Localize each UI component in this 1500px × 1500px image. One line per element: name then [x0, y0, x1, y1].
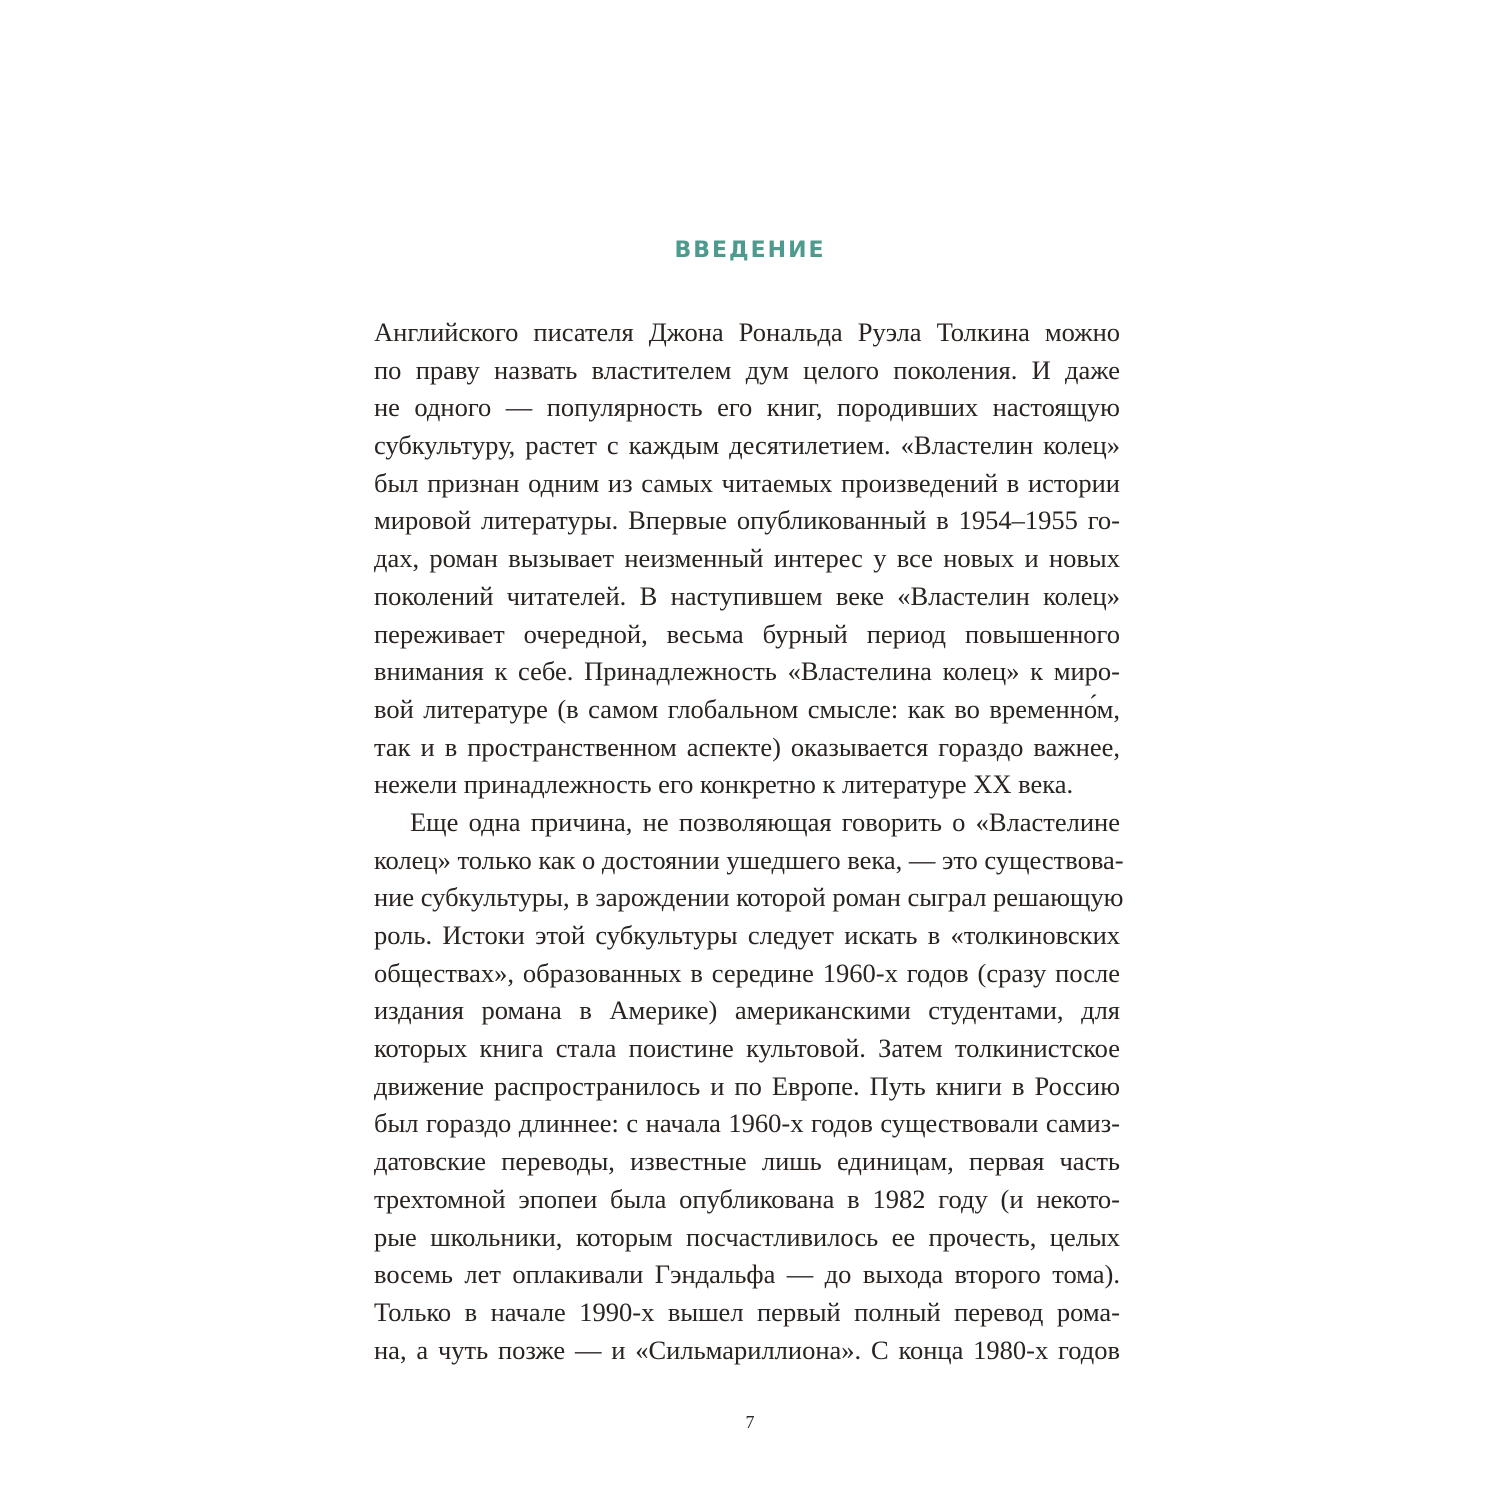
text-line: внимания к себе. Принадлежность «Властелина колец» к миро- — [374, 656, 1120, 687]
text-line: по праву назвать властителем дум целого поколения. И даже — [374, 354, 1120, 385]
text-line: дах, роман вызывает неизменный интерес у все новых и новых — [374, 543, 1120, 574]
text-line: колец» только как о достоянии ушедшего века, — это существова- — [374, 844, 1124, 875]
text-line: ние субкультуры, в зарождении которой роман сыграл решающую — [374, 882, 1124, 913]
text-line: нежели принадлежность его конкретно к литературе XX века. — [374, 769, 1074, 800]
text-line: субкультуру, растет с каждым десятилетием. «Властелин колец» — [374, 430, 1120, 461]
text-line: восемь лет оплакивали Гэндальфа — до выхода второго тома). — [374, 1259, 1120, 1290]
text-line: так и в пространственном аспекте) оказывается гораздо важнее, — [374, 731, 1120, 762]
text-line: издания романа в Америке) американскими студентами, для — [374, 995, 1120, 1026]
text-line: Только в начале 1990-х вышел первый полный перевод рома- — [374, 1296, 1120, 1327]
paragraph-2 — [374, 804, 1124, 1369]
paragraph-1 — [374, 314, 1120, 804]
text-line: мировой литературы. Впервые опубликованный в 1954–1955 го- — [374, 505, 1120, 536]
text-line: не одного — популярность его книг, породивших настоящую — [374, 392, 1120, 423]
text-line: на, а чуть позже — и «Сильмариллиона». С конца 1980-х годов — [374, 1334, 1120, 1365]
text-line: Еще одна причина, не позволяющая говорить о «Властелине — [410, 806, 1120, 837]
chapter-title: ВВЕДЕНИЕ — [674, 238, 826, 263]
body-text — [374, 314, 1124, 1369]
text-line: датовские переводы, известные лишь единицам, первая часть — [374, 1146, 1120, 1177]
text-line: поколений читателей. В наступившем веке «Властелин колец» — [374, 580, 1120, 611]
text-line: движение распространилось и по Европе. Путь книги в Россию — [374, 1070, 1120, 1101]
text-line: обществах», образованных в середине 1960-х годов (сразу после — [374, 957, 1120, 988]
text-line: рые школьники, которым посчастливилось ее прочесть, целых — [374, 1221, 1120, 1252]
text-line: переживает очередной, весьма бурный период повышенного — [374, 618, 1120, 649]
text-line: Английского писателя Джона Рональда Руэла Толкина можно — [374, 317, 1120, 347]
text-line: которых книга стала поистине культовой. Затем толкинистское — [374, 1033, 1120, 1064]
text-line: был признан одним из самых читаемых произведений в истории — [374, 467, 1120, 498]
text-line: вой литературе (в самом глобальном смысле: как во временно́м, — [374, 693, 1120, 724]
text-line: трехтомной эпопеи была опубликована в 1982 году (и некото- — [374, 1183, 1120, 1214]
page-number: 7 — [745, 1412, 755, 1432]
text-line: роль. Истоки этой субкультуры следует искать в «толкиновских — [374, 920, 1120, 950]
text-line: был гораздо длиннее: с начала 1960-х годов существовали самиз- — [374, 1108, 1120, 1139]
